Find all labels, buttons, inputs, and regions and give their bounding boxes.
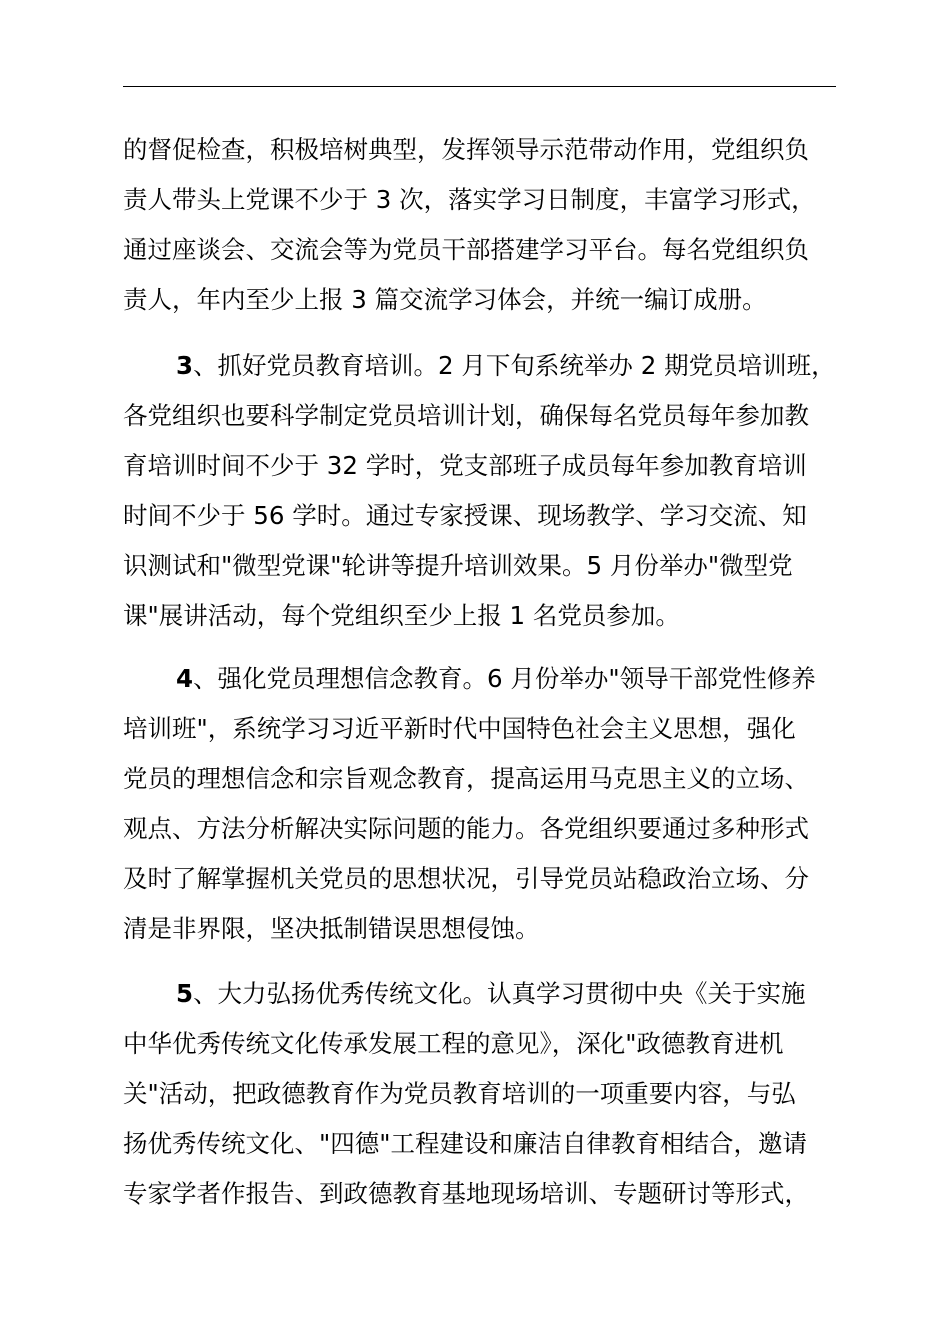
text-line: 的督促检查，积极培树典型，发挥领导示范带动作用，党组织负 <box>123 135 809 164</box>
paragraph-continuation <box>123 125 839 325</box>
text-line: 专家学者作报告、到政德教育基地现场培训、专题研讨等形式， <box>123 1179 809 1208</box>
text-line: 中华优秀传统文化传承发展工程的意见》，深化"政德教育进机 <box>123 1029 784 1058</box>
text-line: 关"活动，把政德教育作为党员教育培训的一项重要内容，与弘 <box>123 1079 796 1108</box>
text-line-first <box>123 654 839 704</box>
item-number: 3 <box>176 351 194 380</box>
text-line: 育培训时间不少于 32 学时，党支部班子成员每年参加教育培训 <box>123 451 807 480</box>
paragraph-item-5 <box>123 969 839 1219</box>
item-number: 4 <box>176 664 194 693</box>
text-line-first <box>123 341 839 391</box>
text-line: 、强化党员理想信念教育。6 月份举办"领导干部党性修养 <box>193 664 816 693</box>
text-line: 各党组织也要科学制定党员培训计划，确保每名党员每年参加教 <box>123 401 809 430</box>
text-line: 党员的理想信念和宗旨观念教育，提高运用马克思主义的立场、 <box>123 764 809 793</box>
header-rule <box>123 86 836 87</box>
text-line: 责人带头上党课不少于 3 次，落实学习日制度，丰富学习形式， <box>123 185 816 214</box>
item-number: 5 <box>176 979 194 1008</box>
text-line: 通过座谈会、交流会等为党员干部搭建学习平台。每名党组织负 <box>123 235 809 264</box>
text-line: 时间不少于 56 学时。通过专家授课、现场教学、学习交流、知 <box>123 501 807 530</box>
text-line: 、大力弘扬优秀传统文化。认真学习贯彻中央《关于实施 <box>193 979 806 1008</box>
text-line: 观点、方法分析解决实际问题的能力。各党组织要通过多种形式 <box>123 814 809 843</box>
text-line: 清是非界限，坚决抵制错误思想侵蚀。 <box>123 914 540 943</box>
text-line: 、抓好党员教育培训。2 月下旬系统举办 2 期党员培训班， <box>193 351 836 380</box>
paragraph-item-3 <box>123 341 839 641</box>
text-line: 培训班"，系统学习习近平新时代中国特色社会主义思想，强化 <box>123 714 796 743</box>
text-line: 责人，年内至少上报 3 篇交流学习体会，并统一编订成册。 <box>123 285 767 314</box>
text-line-first <box>123 969 839 1019</box>
text-line: 及时了解掌握机关党员的思想状况，引导党员站稳政治立场、分 <box>123 864 809 893</box>
text-line: 识测试和"微型党课"轮讲等提升培训效果。5 月份举办"微型党 <box>123 551 793 580</box>
text-line: 扬优秀传统文化、"四德"工程建设和廉洁自律教育相结合，邀请 <box>123 1129 808 1158</box>
paragraph-item-4 <box>123 654 839 954</box>
text-line: 课"展讲活动，每个党组织至少上报 1 名党员参加。 <box>123 601 680 630</box>
